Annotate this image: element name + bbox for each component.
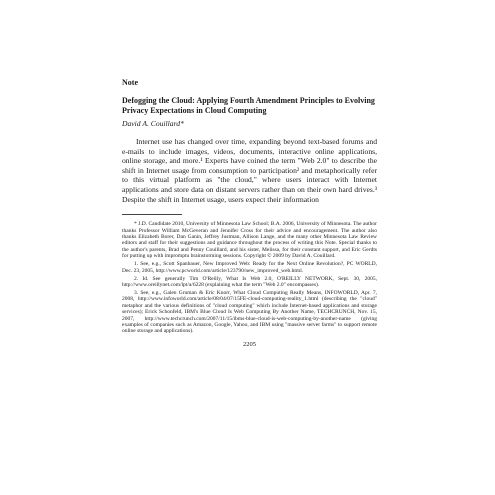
document-page (122, 78, 377, 348)
body-paragraph: Internet use has changed over time, expanding beyond text-based forums and e-mails to include images, videos, documents, interactive online applications, online storage, and more.¹ Experts have coined the term "Web 2.0" to describe the shift in Internet usage from consumption to participation² and metaphorically refer to this virtual platform as "the cloud," where users interact with Internet applications and store data on distant servers rather than on their own hard drives.³ Despite the shift in Internet usage, users expect their information (122, 137, 377, 204)
footnote-author: * J.D. Candidate 2010, University of Minnesota Law School; B.A. 2006, University of Minnesota. The author thanks Professor William McGeveran and Jennifer Cross for their advice and encouragement. The author also thanks Elizabeth Borer, Dan Ganin, Jeffrey Justman, Allison Lange, and the many other Minnesota Law Review editors and staff for their suggestions and guidance throughout the process of writing this Note. Special thanks to the author's parents, Brad and Penny Couillard, and his sister, Melissa, for their constant support, and Eric Gerdts for putting up with impromptu brainstorming sessions. Copyright © 2009 by David A. Couillard. (122, 221, 377, 260)
note-label: Note (122, 78, 138, 87)
footnote-divider (122, 214, 182, 215)
footnote-3: 3. See, e.g., Galen Gruman & Eric Knorr, What Cloud Computing Really Means, INFOWORLD, Apr. 7, 2008, http://www.infoworld.com/article/08/04/07/15FE-cloud-computing-reality_1.html (describing the "cloud" metaphor and the various definitions of "cloud computing" which include Internet-based applications and storage services); Erick Schonfeld, IBM's Blue Cloud Is Web Computing By Another Name, TECHCRUNCH, Nov. 15, 2007, http://www.techcrunch.com/2007/11/15/ibms-blue-cloud-is-web-computing-by-another-name (giving examples of companies such as Amazon, Google, Yahoo, and IBM using "massive server farms" to support remote online storage and applications). (122, 290, 377, 335)
author-name: David A. Couillard* (122, 119, 184, 128)
page-number: 2205 (243, 340, 256, 348)
article-title: Defogging the Cloud: Applying Fourth Amendment Principles to Evolving Privacy Expectations in Cloud Computing (122, 96, 375, 115)
footnote-2: 2. Id. See generally Tim O'Reilly, What Is Web 2.0, O'REILLY NETWORK, Sept. 30, 2005, http://www.oreillynet.com/lpt/a/6228 (explaining what the term "Web 2.0" encompasses). (122, 275, 377, 288)
footnote-1: 1. See, e.g., Scott Spanbauer, New Improved Web: Ready for the Next Online Revolution?, PC WORLD, Dec. 23, 2005, http://www.pcworld.com/article/123790/new_improved_web.html. (122, 261, 377, 274)
